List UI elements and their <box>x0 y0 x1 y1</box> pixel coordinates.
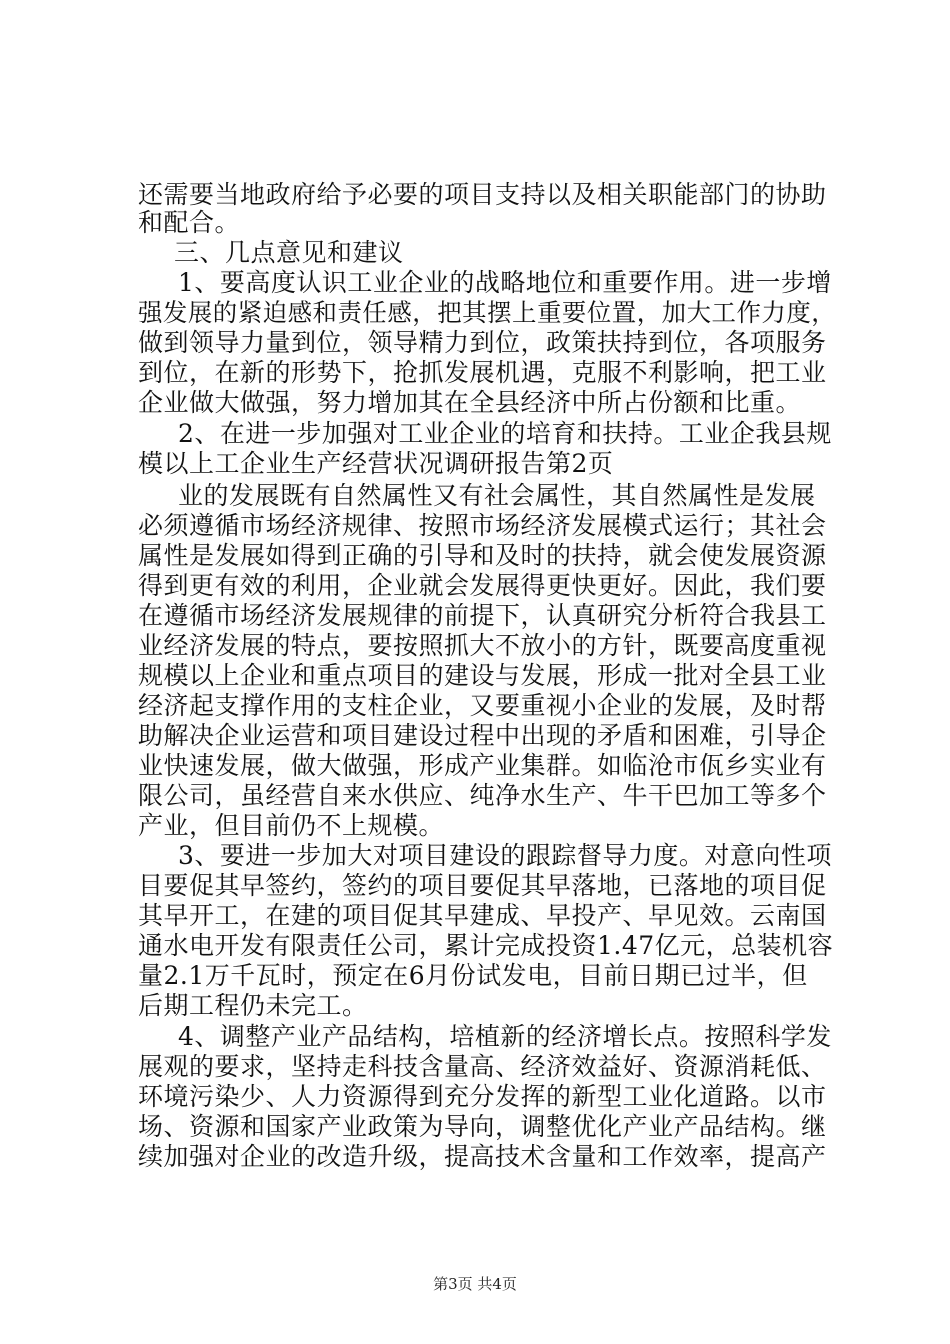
text-line: 1、要高度认识工业企业的战略地位和重要作用。进一步增 <box>178 268 832 297</box>
text-line: 模以上工企业生产经营状况调研报告第2页 <box>138 449 614 478</box>
text-line: 做到领导力量到位，领导精力到位，政策扶持到位，各项服务 <box>138 328 827 357</box>
text-line: 后期工程仍未完工。 <box>138 991 368 1020</box>
text-line: 3、要进一步加大对项目建设的跟踪督导力度。对意向性项 <box>178 841 832 870</box>
text-line: 到位，在新的形势下，抢抓发展机遇，克服不利影响，把工业 <box>138 358 827 387</box>
text-line: 通水电开发有限责任公司，累计完成投资1.47亿元，总装机容 <box>138 931 834 960</box>
text-line: 业经济发展的特点，要按照抓大不放小的方针，既要高度重视 <box>138 631 827 660</box>
text-line: 必须遵循市场经济规律、按照市场经济发展模式运行；其社会 <box>138 511 827 540</box>
text-line: 限公司，虽经营自来水供应、纯净水生产、牛干巴加工等多个 <box>138 781 827 810</box>
text-line: 4、调整产业产品结构，培植新的经济增长点。按照科学发 <box>178 1022 832 1051</box>
text-line: 经济起支撑作用的支柱企业，又要重视小企业的发展，及时帮 <box>138 691 827 720</box>
text-line: 量2.1万千瓦时，预定在6月份试发电，目前日期已过半，但 <box>138 961 808 990</box>
section-heading: 三、几点意见和建议 <box>174 238 404 267</box>
text-line: 强发展的紧迫感和责任感，把其摆上重要位置，加大工作力度， <box>138 298 837 327</box>
text-line: 场、资源和国家产业政策为导向，调整优化产业产品结构。继 <box>138 1112 827 1141</box>
text-line: 业的发展既有自然属性又有社会属性，其自然属性是发展 <box>178 481 816 510</box>
text-line: 还需要当地政府给予必要的项目支持以及相关职能部门的协助 <box>138 180 827 209</box>
text-line: 2、在进一步加强对工业企业的培育和扶持。工业企我县规 <box>178 419 832 448</box>
text-line: 环境污染少、人力资源得到充分发挥的新型工业化道路。以市 <box>138 1082 827 1111</box>
text-line: 产业，但目前仍不上规模。 <box>138 811 445 840</box>
text-line: 助解决企业运营和项目建设过程中出现的矛盾和困难，引导企 <box>138 721 827 750</box>
text-line: 在遵循市场经济发展规律的前提下，认真研究分析符合我县工 <box>138 601 827 630</box>
text-line: 规模以上企业和重点项目的建设与发展，形成一批对全县工业 <box>138 661 827 690</box>
text-line: 企业做大做强，努力增加其在全县经济中所占份额和比重。 <box>138 388 802 417</box>
text-line: 属性是发展如得到正确的引导和及时的扶持，就会使发展资源 <box>138 541 827 570</box>
page-footer: 第3页 共4页 <box>433 1275 517 1293</box>
text-line: 业快速发展，做大做强，形成产业集群。如临沧市佤乡实业有 <box>138 751 827 780</box>
text-line: 其早开工，在建的项目促其早建成、早投产、早见效。云南国 <box>138 901 827 930</box>
text-line: 续加强对企业的改造升级，提高技术含量和工作效率，提高产 <box>138 1142 827 1171</box>
text-line: 目要促其早签约，签约的项目要促其早落地，已落地的项目促 <box>138 871 827 900</box>
text-line: 和配合。 <box>138 208 241 237</box>
text-line: 得到更有效的利用，企业就会发展得更快更好。因此，我们要 <box>138 571 827 600</box>
text-line: 展观的要求，坚持走科技含量高、经济效益好、资源消耗低、 <box>138 1052 827 1081</box>
